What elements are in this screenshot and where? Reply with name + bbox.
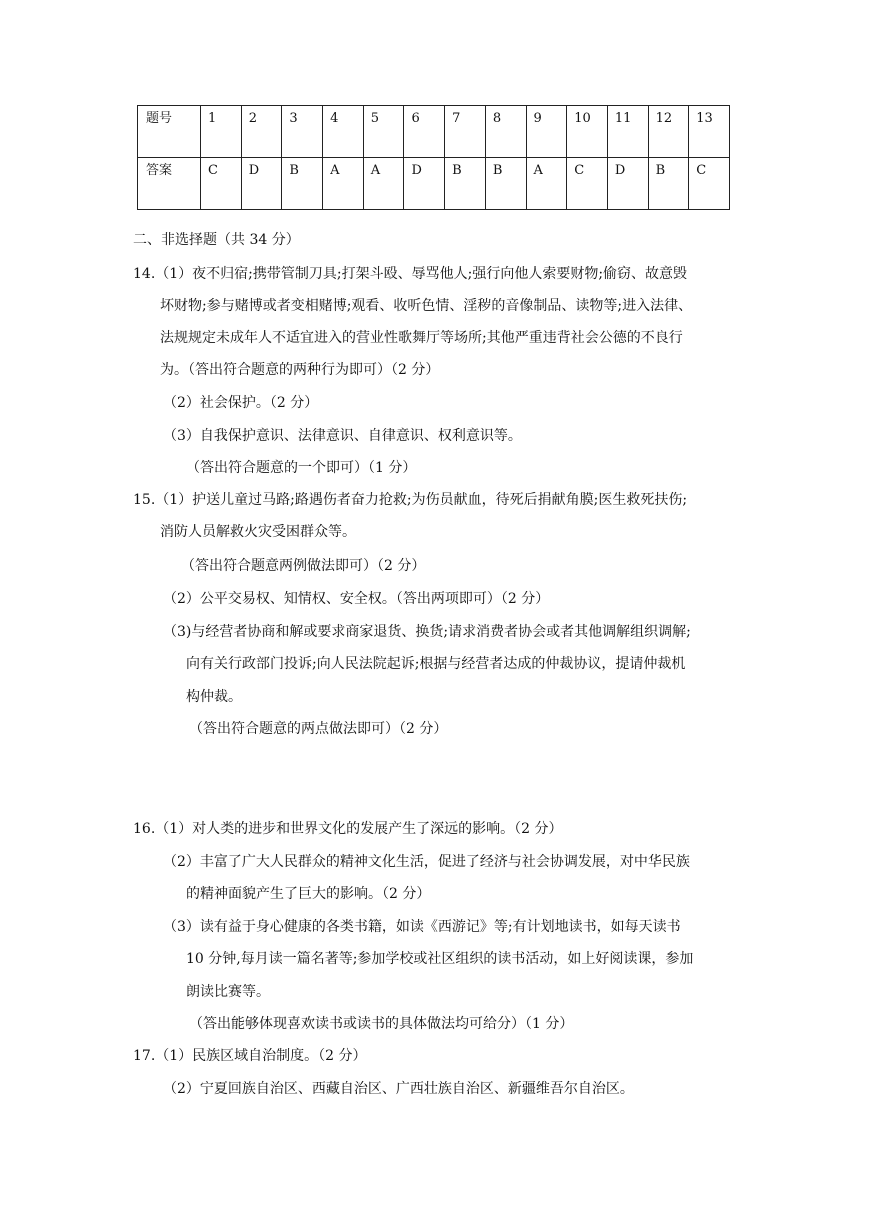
table-cell: C	[567, 158, 608, 210]
row-label-question-number: 题号	[138, 106, 201, 158]
answer-line: （答出符合题意两例做法即可）（2 分）	[181, 558, 426, 574]
table-row-answers	[138, 158, 730, 210]
table-cell: 3	[282, 106, 323, 158]
answer-line: （3)与经营者协商和解或要求商家退货、换货;请求消费者协会或者其他调解组织调解;	[163, 624, 691, 640]
section-title: 二、非选择题（共 34 分）	[133, 232, 300, 248]
answer-line: （3）读有益于身心健康的各类书籍，如读《西游记》等;有计划地读书，如每天读书	[163, 919, 681, 935]
answer-line: 15.（1）护送儿童过马路;路遇伤者奋力抢救;为伤员献血，待死后捐献角膜;医生救死扶伤;	[133, 492, 688, 508]
answer-line: 10 分钟,每月读一篇名著等;参加学校或社区组织的读书活动，如上好阅读课，参加	[186, 951, 694, 967]
table-cell: A	[363, 158, 404, 210]
table-cell: 4	[323, 106, 364, 158]
table-cell: B	[648, 158, 689, 210]
answer-line: 构仲裁。	[186, 689, 242, 705]
answer-line: （答出能够体现喜欢读书或读书的具体做法均可给分）（1 分）	[189, 1016, 574, 1032]
answer-line: （答出符合题意的一个即可）（1 分）	[186, 460, 417, 476]
table-cell: 11	[607, 106, 648, 158]
row-label-answer: 答案	[138, 158, 201, 210]
table-cell: 6	[404, 106, 445, 158]
answer-line: 的精神面貌产生了巨大的影响。（2 分）	[186, 886, 431, 902]
answer-line: （2）丰富了广大人民群众的精神文化生活，促进了经济与社会协调发展，对中华民族	[163, 854, 690, 870]
table-cell: B	[485, 158, 526, 210]
table-cell: B	[282, 158, 323, 210]
table-cell: 1	[201, 106, 242, 158]
answer-line: （2）社会保护。（2 分）	[163, 395, 319, 411]
table-cell: 9	[526, 106, 567, 158]
table-cell: 7	[445, 106, 486, 158]
table-cell: 2	[241, 106, 282, 158]
answer-line: 16.（1）对人类的进步和世界文化的发展产生了深远的影响。（2 分）	[133, 821, 563, 837]
table-cell: C	[201, 158, 242, 210]
table-cell: 13	[689, 106, 730, 158]
answer-line: 法规规定未成年人不适宜进入的营业性歌舞厅等场所;其他严重违背社会公德的不良行	[160, 330, 683, 346]
answer-line: 14.（1）夜不归宿;携带管制刀具;打架斗殴、辱骂他人;强行向他人索要财物;偷窃、故意毁	[133, 266, 688, 282]
table-cell: 5	[363, 106, 404, 158]
answer-line: 为。（答出符合题意的两种行为即可）（2 分）	[160, 362, 440, 378]
answer-line: （2）宁夏回族自治区、西藏自治区、广西壮族自治区、新疆维吾尔自治区。	[163, 1081, 634, 1097]
answer-line: 消防人员解救火灾受困群众等。	[160, 524, 356, 540]
table-cell: D	[404, 158, 445, 210]
table-cell: 8	[485, 106, 526, 158]
table-row-question-numbers	[138, 106, 730, 158]
answer-line: （答出符合题意的两点做法即可）（2 分）	[189, 721, 448, 737]
table-cell: B	[445, 158, 486, 210]
answer-line: 坏财物;参与赌博或者变相赌博;观看、收听色情、淫秽的音像制品、读物等;进入法律、	[160, 298, 693, 314]
table-cell: 10	[567, 106, 608, 158]
answer-table	[137, 105, 730, 210]
table-cell: C	[689, 158, 730, 210]
table-cell: A	[323, 158, 364, 210]
table-cell: D	[241, 158, 282, 210]
answer-line: 17.（1）民族区域自治制度。（2 分）	[133, 1048, 367, 1064]
table-cell: D	[607, 158, 648, 210]
answer-line: （2）公平交易权、知情权、安全权。（答出两项即可）（2 分）	[163, 591, 550, 607]
answer-line: 向有关行政部门投诉;向人民法院起诉;根据与经营者达成的仲裁协议，提请仲裁机	[186, 656, 686, 672]
table-cell: A	[526, 158, 567, 210]
answer-line: （3）自我保护意识、法律意识、自律意识、权利意识等。	[163, 428, 522, 444]
table-cell: 12	[648, 106, 689, 158]
answer-line: 朗读比赛等。	[186, 984, 270, 1000]
